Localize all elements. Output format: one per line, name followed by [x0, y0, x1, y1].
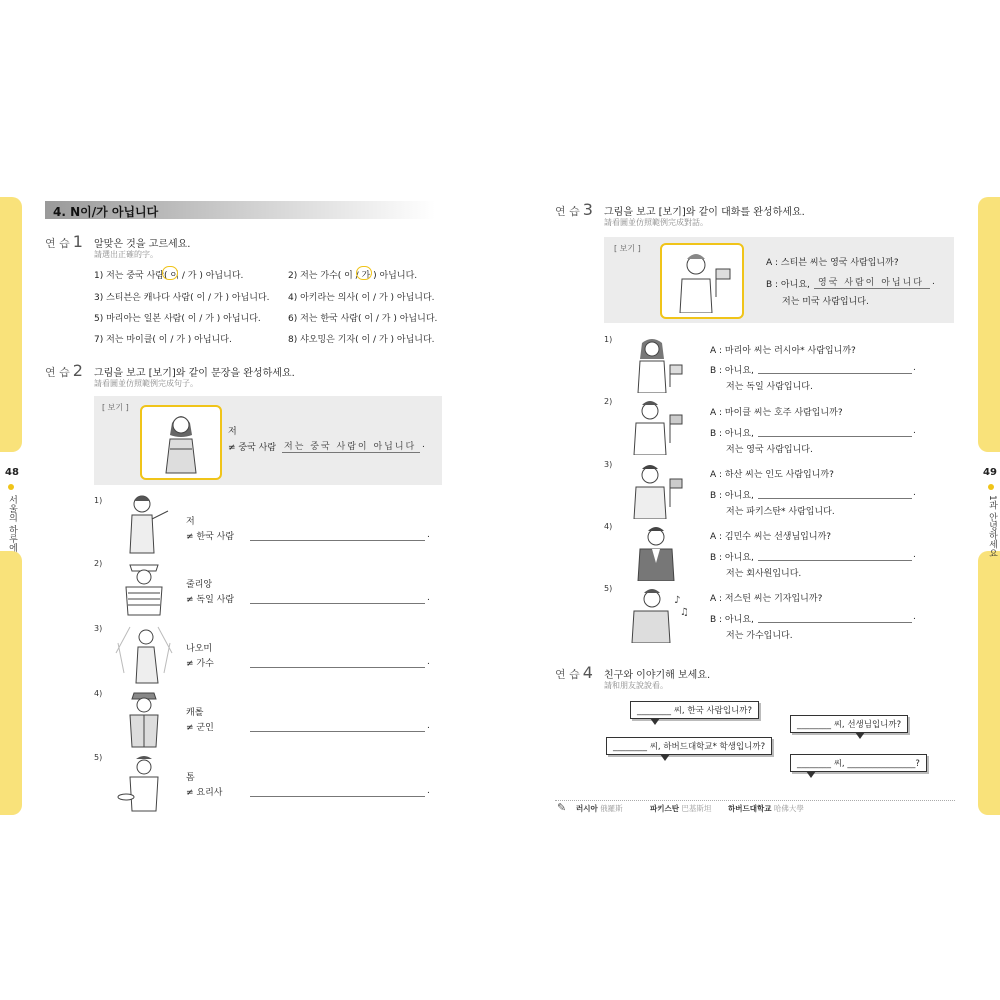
- dialog-question: A : 마이클 씨는 호주 사람입니까?: [710, 408, 843, 418]
- exercise-1-item: 7) 저는 마이클( 이 / 가 ) 아닙니다.: [94, 335, 232, 345]
- person-figure-icon: [120, 493, 176, 555]
- item-subject: 캐롤: [186, 708, 204, 718]
- speech-bubble-tail: [806, 771, 816, 778]
- speech-bubble: ________ 씨, 하버드대학교* 학생입니까?: [606, 737, 772, 755]
- item-negation: ≠ 한국 사람: [186, 532, 235, 542]
- side-tab: [0, 197, 22, 452]
- glossary-entry: 하버드대학교 哈佛大學: [728, 804, 804, 813]
- dialog-question: A : 하산 씨는 인도 사람입니까?: [710, 470, 834, 480]
- dialog-reply-line2: 저는 가수입니다.: [726, 631, 793, 641]
- man-with-flag-icon: [628, 397, 684, 455]
- man-with-flag-icon: [628, 461, 684, 519]
- exercise-1-instruction: 알맞은 것을 고르세요.: [94, 239, 191, 250]
- svg-text:♫: ♫: [680, 607, 689, 618]
- item-number: 5): [604, 584, 613, 593]
- exercise-2-label: 연 습 2: [45, 361, 83, 380]
- chapter-side-title: 1과 안녕하세요: [987, 495, 997, 558]
- exercise-3-label: 연 습 3: [555, 200, 593, 219]
- exercise-1-item: 6) 저는 한국 사람( 이 / 가 ) 아닙니다.: [288, 314, 438, 324]
- item-number: 1): [604, 335, 613, 344]
- exercise-1-item: 4) 아키라는 의사( 이 / 가 ) 아닙니다.: [288, 293, 435, 303]
- speech-bubble-tail: [855, 732, 865, 739]
- answer-blank[interactable]: [250, 603, 425, 604]
- item-subject: 줄리앙: [186, 580, 213, 590]
- example-box: [604, 237, 954, 323]
- singer-with-microphone-icon: [626, 585, 690, 643]
- example-box: [94, 396, 442, 485]
- example-reply-line2: 저는 미국 사람입니다.: [782, 297, 869, 307]
- example-question: A : 스티븐 씨는 영국 사람입니까?: [766, 258, 899, 268]
- pencil-note-icon: ✎: [557, 801, 567, 814]
- exercise-3-instruction: 그림을 보고 [보기]와 같이 대화를 완성하세요.: [604, 207, 805, 218]
- answer-blank[interactable]: [758, 622, 912, 623]
- exercise-1-instruction-zh: 請選出正確的字。: [94, 250, 158, 259]
- item-negation: ≠ 요리사: [186, 788, 223, 798]
- side-tab: [0, 551, 22, 815]
- answer-blank[interactable]: [250, 667, 425, 668]
- office-worker-figure-icon: [630, 523, 682, 581]
- dialog-question: A : 마리아 씨는 러시아* 사람입니까?: [710, 346, 856, 356]
- item-number: 4): [604, 522, 613, 531]
- period: .: [913, 550, 916, 560]
- item-number: 1): [94, 496, 103, 505]
- exercise-2-instruction: 그림을 보고 [보기]와 같이 문장을 완성하세요.: [94, 368, 295, 379]
- exercise-1-item: 3) 스티븐은 캐나다 사람( 이 / 가 ) 아닙니다.: [94, 293, 270, 303]
- woman-with-flag-icon: [630, 337, 686, 393]
- exercise-1-item: 2) 저는 가수( 이 / 가 ) 아닙니다.: [288, 271, 418, 281]
- answer-blank[interactable]: [250, 731, 425, 732]
- exercise-1-item: 5) 마리아는 일본 사람( 이 / 가 ) 아닙니다.: [94, 314, 261, 324]
- answer-blank[interactable]: [758, 560, 912, 561]
- period: .: [427, 530, 430, 540]
- item-subject: 나오미: [186, 644, 213, 654]
- speech-bubble: ________ 씨, ________________?: [790, 754, 927, 772]
- example-negation: ≠ 중국 사람: [228, 443, 277, 453]
- dialog-reply: B : 아니요,: [710, 553, 754, 563]
- dialog-reply: B : 아니요,: [710, 491, 754, 501]
- dialog-question: A : 김민수 씨는 선생님입니까?: [710, 532, 832, 542]
- answer-blank[interactable]: [758, 373, 912, 374]
- example-tag: [ 보기 ]: [102, 403, 129, 412]
- woman-figure-icon: [152, 409, 210, 475]
- item-negation: ≠ 독일 사람: [186, 595, 235, 605]
- answer-circle-mark: [356, 266, 372, 280]
- section-title: 4. N이/가 아닙니다: [53, 205, 159, 219]
- exercise-1-item: 1) 저는 중국 사람( 이 / 가 ) 아닙니다.: [94, 271, 244, 281]
- answer-blank[interactable]: [250, 796, 425, 797]
- example-tag: [ 보기 ]: [614, 244, 641, 253]
- period: .: [427, 593, 430, 603]
- item-number: 4): [94, 689, 103, 698]
- period: .: [913, 488, 916, 498]
- item-subject: 저: [186, 517, 195, 527]
- dialog-reply-line2: 저는 영국 사람입니다.: [726, 445, 813, 455]
- exercise-2-instruction-zh: 請看圖並仿照範例完成句子。: [94, 379, 198, 388]
- glossary-entry: 러시아 俄羅斯: [576, 804, 623, 813]
- speech-bubble-tail: [650, 718, 660, 725]
- answer-blank[interactable]: [250, 540, 425, 541]
- example-illustration-frame: [140, 405, 222, 480]
- svg-text:♪: ♪: [674, 595, 681, 606]
- speech-bubble: ________ 씨, 선생님입니까?: [790, 715, 908, 733]
- example-answer: 영국 사람이 아닙니다: [818, 278, 924, 288]
- period: .: [913, 612, 916, 622]
- item-negation: ≠ 군인: [186, 723, 214, 733]
- dialog-question: A : 저스틴 씨는 기자입니까?: [710, 594, 823, 604]
- item-number: 3): [94, 624, 103, 633]
- exercise-4-instruction-zh: 請和朋友說說看。: [604, 681, 668, 690]
- cook-figure-icon: [116, 753, 176, 813]
- page-number: 48: [5, 467, 19, 478]
- sailor-figure-icon: [118, 557, 174, 617]
- left-page: [0, 197, 500, 815]
- item-number: 2): [94, 559, 103, 568]
- answer-blank[interactable]: [758, 436, 912, 437]
- period: .: [427, 786, 430, 796]
- page-dot: [8, 484, 14, 490]
- answer-line: [282, 452, 420, 453]
- answer-blank[interactable]: [758, 498, 912, 499]
- dialog-reply-line2: 저는 독일 사람입니다.: [726, 382, 813, 392]
- section-title-bar: [45, 201, 435, 219]
- exercise-1-label: 연 습 1: [45, 232, 83, 251]
- speech-bubble: ________ 씨, 한국 사람입니까?: [630, 701, 759, 719]
- dialog-reply: B : 아니요,: [710, 615, 754, 625]
- item-number: 3): [604, 460, 613, 469]
- period: .: [427, 721, 430, 731]
- man-with-flag-icon: [670, 249, 734, 313]
- side-tab: [978, 551, 1000, 815]
- period: .: [427, 657, 430, 667]
- example-reply: B : 아니요,: [766, 280, 810, 290]
- item-negation: ≠ 가수: [186, 659, 214, 669]
- exercise-3-instruction-zh: 請看圖並仿照範例完成對話。: [604, 218, 708, 227]
- exercise-4-label: 연 습 4: [555, 663, 593, 682]
- singer-figure-icon: [114, 623, 174, 685]
- answer-circle-mark: [162, 266, 178, 280]
- chapter-side-title: 서울의 하루에: [7, 495, 17, 552]
- page-number: 49: [983, 467, 997, 478]
- period: .: [422, 440, 425, 450]
- dialog-reply: B : 아니요,: [710, 366, 754, 376]
- period: .: [913, 426, 916, 436]
- side-tab: [978, 197, 1000, 452]
- answer-line: [814, 288, 930, 289]
- glossary-entry: 파키스탄 巴基斯坦: [650, 804, 712, 813]
- speech-bubble-tail: [660, 754, 670, 761]
- glossary-divider: [555, 800, 955, 801]
- right-page: [500, 197, 1000, 815]
- dialog-reply: B : 아니요,: [710, 429, 754, 439]
- soldier-figure-icon: [118, 687, 174, 749]
- item-subject: 톰: [186, 773, 195, 783]
- item-number: 5): [94, 753, 103, 762]
- example-subject: 저: [228, 427, 237, 437]
- dialog-reply-line2: 저는 파키스탄* 사람입니다.: [726, 507, 835, 517]
- exercise-4-instruction: 친구와 이야기해 보세요.: [604, 670, 711, 681]
- example-answer: 저는 중국 사람이 아닙니다: [284, 442, 417, 452]
- book-spread: [0, 197, 1000, 815]
- period: .: [932, 277, 935, 287]
- period: .: [913, 363, 916, 373]
- page-dot: [988, 484, 994, 490]
- exercise-1-item: 8) 샤오밍은 기자( 이 / 가 ) 아닙니다.: [288, 335, 435, 345]
- dialog-reply-line2: 저는 회사원입니다.: [726, 569, 802, 579]
- example-illustration-frame: [660, 243, 744, 319]
- item-number: 2): [604, 397, 613, 406]
